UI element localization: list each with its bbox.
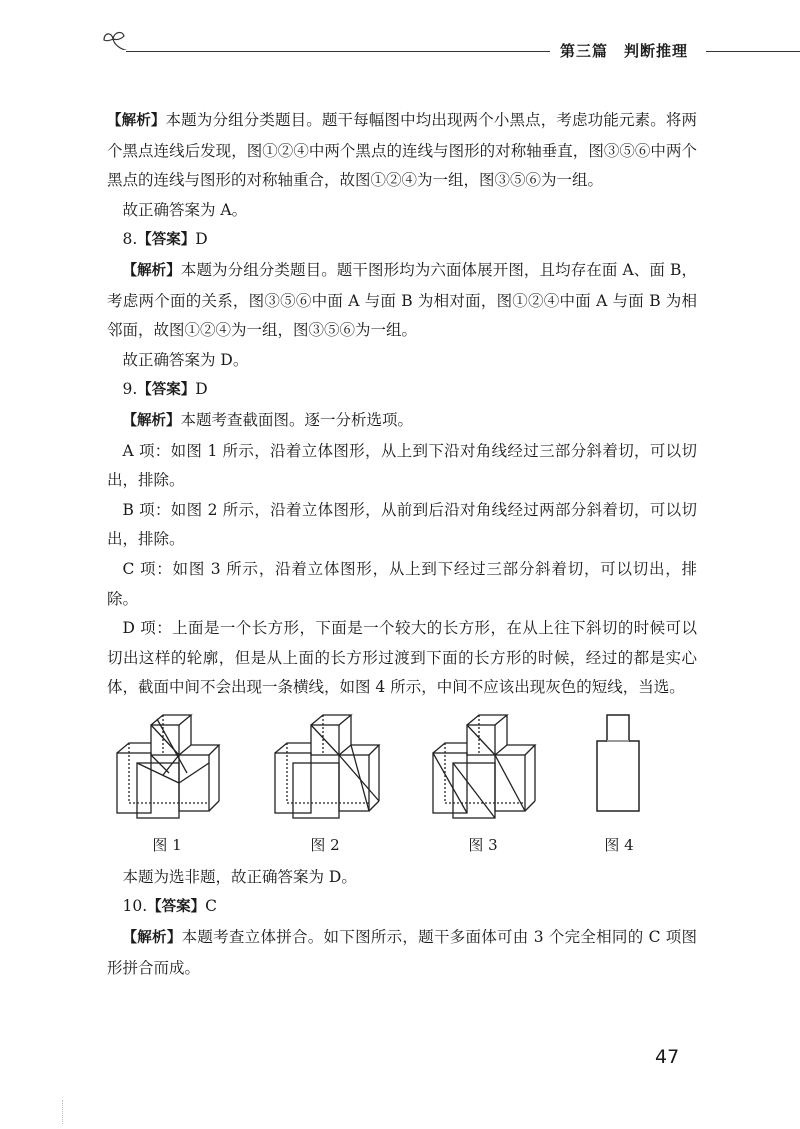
paragraph-analysis-8 xyxy=(107,256,697,346)
page-header xyxy=(0,0,800,70)
figure-1 xyxy=(107,713,227,863)
paragraph-analysis-9 xyxy=(107,406,697,437)
paragraph-text: 故正确答案为 A。 xyxy=(122,200,248,219)
cross-shaped-solid-cut-2-icon xyxy=(265,713,385,828)
figure-caption: 图 3 xyxy=(468,835,498,854)
paragraph-analysis-10 xyxy=(107,923,697,983)
paragraph-text: A 项：如图 1 所示，沿着立体图形，从上到下沿对角线经过三部分斜着切，可以切出，排除。 xyxy=(107,441,697,490)
figure-2 xyxy=(265,713,385,863)
paragraph-text: 本题考查立体拼合。如下图所示，题干多面体可由 3 个完全相同的 C 项图形拼合而成。 xyxy=(107,928,697,977)
paragraph-text: B 项：如图 2 所示，沿着立体图形，从前到后沿对角线经过两部分斜着切，可以切出，排除。 xyxy=(107,500,697,549)
figure-caption: 图 1 xyxy=(152,835,182,854)
paragraph-conclusion-9 xyxy=(107,863,697,893)
option-c xyxy=(107,555,697,614)
paragraph-text: 故正确答案为 D。 xyxy=(122,350,249,369)
section-title: 第三篇 判断推理 xyxy=(560,42,689,60)
answer-value: C xyxy=(205,897,218,916)
scan-edge-mark xyxy=(62,1100,65,1124)
section-outline-icon xyxy=(559,713,679,828)
answer-tag: 【答案】 xyxy=(137,382,196,399)
figure-3 xyxy=(423,713,543,863)
question-number: 8. xyxy=(122,230,138,249)
paragraph-text: C 项：如图 3 所示，沿着立体图形，从上到下经过三部分斜着切，可以切出，排除。 xyxy=(107,559,697,608)
paragraph-text: 本题为选非题，故正确答案为 D。 xyxy=(122,867,357,886)
paragraph-conclusion-8 xyxy=(107,346,697,376)
answer-tag: 【答案】 xyxy=(147,899,206,916)
page-number: 47 xyxy=(655,1046,680,1068)
option-d xyxy=(107,614,697,703)
paragraph-analysis-7 xyxy=(107,106,697,196)
analysis-tag: 【解析】 xyxy=(122,412,181,429)
analysis-tag: 【解析】 xyxy=(107,113,166,129)
answer-10 xyxy=(107,892,697,923)
paragraph-text: 本题为分组分类题目。题干图形均为六面体展开图，且均存在面 A、面 B，考虑两个面的关系，图③⑤⑥中面 A 与面 B 为相对面，图①②④中面 A 与面 B 为相邻面，故图①②④为一组，图③⑤⑥为一组。 xyxy=(107,260,697,340)
option-b xyxy=(107,496,697,555)
answer-value: D xyxy=(195,380,208,399)
analysis-tag: 【解析】 xyxy=(122,930,182,947)
page-content xyxy=(107,106,697,983)
sprout-icon xyxy=(100,26,134,50)
question-number: 10. xyxy=(122,897,148,916)
analysis-tag: 【解析】 xyxy=(122,262,181,279)
paragraph-text: 本题考查截面图。逐一分析选项。 xyxy=(180,410,414,429)
header-rule-right xyxy=(706,51,800,52)
answer-8 xyxy=(107,225,697,256)
figure-4 xyxy=(559,713,679,863)
option-a xyxy=(107,437,697,496)
paragraph-text: 本题为分组分类题目。题干每幅图中均出现两个小黑点，考虑功能元素。将两个黑点连线后发现，图①②④中两个黑点的连线与图形的对称轴垂直，图③⑤⑥中两个黑点的连线与图形的对称轴重合，故图①②④为一组，图③⑤⑥为一组。 xyxy=(107,111,697,190)
figure-caption: 图 2 xyxy=(310,835,340,854)
cross-shaped-solid-cut-1-icon xyxy=(107,713,227,828)
question-number: 9. xyxy=(122,380,138,399)
paragraph-text: D 项：上面是一个长方形，下面是一个较大的长方形，在从上往下斜切的时候可以切出这样的轮廓，但是从上面的长方形过渡到下面的长方形的时候，经过的都是实心体，截面中间不会出现一条横线，如图 4 所示，中间不应该出现灰色的短线，当选。 xyxy=(107,619,697,697)
answer-value: D xyxy=(195,230,208,249)
cross-shaped-solid-cut-3-icon xyxy=(423,713,543,828)
paragraph-conclusion-7 xyxy=(107,196,697,226)
header-rule-left xyxy=(126,51,550,52)
figure-row xyxy=(107,713,697,863)
figure-caption: 图 4 xyxy=(604,835,634,854)
answer-9 xyxy=(107,375,697,406)
answer-tag: 【答案】 xyxy=(137,232,196,249)
